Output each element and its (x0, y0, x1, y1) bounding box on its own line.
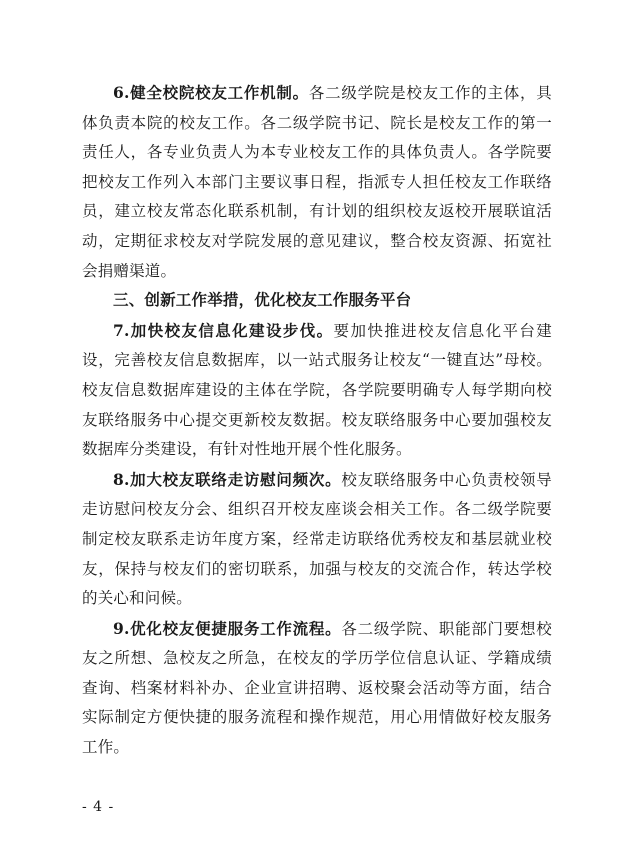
paragraph-6 (82, 78, 552, 286)
paragraph-8-text: 校友联络服务中心负责校领导走访慰问校友分会、组织召开校友座谈会相关工作。各二级学院要制定校友联系走访年度方案，经常走访联络优秀校友和基层就业校友，保持与校友们的密切联系，加强与校友的交流合作，转达学校的关心和问候。 (82, 470, 553, 608)
page-number: - 4 - (82, 799, 115, 815)
paragraph-9-lead: 9.优化校友便捷服务工作流程。 (113, 618, 342, 638)
section-heading-3: 三、创新工作举措，优化校友工作服务平台 (113, 291, 412, 310)
paragraph-7 (82, 316, 552, 465)
paragraph-6-lead: 6.健全校院校友工作机制。 (113, 83, 309, 102)
paragraph-9 (82, 614, 552, 763)
paragraph-8-lead: 8.加大校友联络走访慰问频次。 (113, 469, 342, 489)
paragraph-7-lead: 7.加快校友信息化建设步伐。 (113, 320, 334, 340)
document-body (82, 78, 552, 763)
paragraph-9-text: 各二级学院、职能部门要想校友之所想、急校友之所急，在校友的学历学位信息认证、学籍成绩查询、档案材料补办、企业宣讲招聘、返校聚会活动等方面，结合实际制定方便快捷的服务流程和操作规范，用心用情做好校友服务工作。 (82, 619, 553, 757)
paragraph-7-text: 要加快推进校友信息化平台建设，完善校友信息数据库，以一站式服务让校友“一键直达”母校。校友信息数据库建设的主体在学院，各学院要明确专人每学期向校友联络服务中心提交更新校友数据。校友联络服务中心要加强校友数据库分类建设，有针对性地开展个性化服务。 (82, 321, 553, 459)
paragraph-6-text: 各二级学院是校友工作的主体，具体负责本院的校友工作。各二级学院书记、院长是校友工作的第一责任人，各专业负责人为本专业校友工作的具体负责人。各学院要把校友工作列入本部门主要议事日程，指派专人担任校友工作联络员，建立校友常态化联系机制，有计划的组织校友返校开展联谊活动，定期征求校友对学院发展的意见建议，整合校友资源、拓宽社会捐赠渠道。 (82, 84, 552, 280)
paragraph-8 (82, 465, 552, 614)
